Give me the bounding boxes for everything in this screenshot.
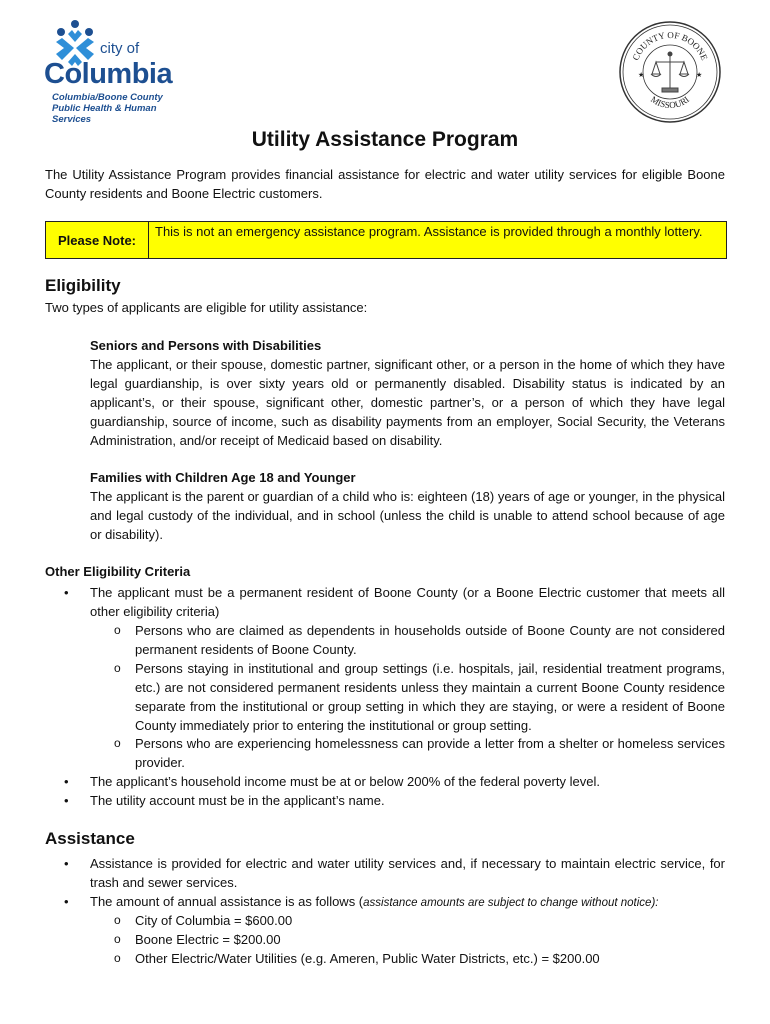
logo-subtitle-1: Columbia/Boone County	[52, 92, 163, 103]
families-heading: Families with Children Age 18 and Younger	[90, 470, 356, 485]
columbia-logo	[44, 18, 194, 125]
bullet-icon: •	[64, 585, 69, 600]
page-title: Utility Assistance Program	[251, 128, 519, 151]
bullet-icon: •	[64, 894, 69, 909]
seal-bottom-text: MISSOURI	[648, 94, 692, 111]
assistance-item-2-note: assistance amounts are subject to change without notice):	[363, 897, 659, 909]
criteria-item-2: The applicant’s household income must be at or below 200% of the federal poverty level.	[90, 774, 600, 789]
logo-city-of: city of	[100, 40, 140, 57]
criteria-item-1: The applicant must be a permanent resident of Boone County (or a Boone Electric customer that meets all other eligibility criteria)	[90, 585, 725, 619]
amount-other-utilities: Other Electric/Water Utilities (e.g. Ameren, Public Water Districts, etc.) = $200.00	[135, 951, 600, 966]
assistance-heading: Assistance	[45, 829, 135, 848]
sub-bullet-icon: o	[114, 951, 121, 965]
seal-star-right-icon: ★	[696, 72, 703, 79]
amount-city-of-columbia: City of Columbia = $600.00	[135, 913, 293, 928]
eligibility-intro: Two types of applicants are eligible for utility assistance:	[45, 300, 368, 315]
boone-county-seal	[618, 20, 722, 124]
assistance-item-2	[90, 892, 725, 913]
note-box	[45, 221, 727, 259]
criteria-item-1b: Persons staying in institutional and group settings (i.e. hospitals, jail, residential treatment programs, etc.) are not considered permanent residents unless they maintain a current Boone County residence separate from the institutional or group setting in which they are staying, or were a resident of Boone County immediately prior to entering the institutional or group setting.	[135, 661, 725, 733]
sub-bullet-icon: o	[114, 623, 121, 637]
sub-bullet-icon: o	[114, 736, 121, 750]
bullet-icon: •	[64, 856, 69, 871]
note-label: Please Note:	[46, 222, 149, 258]
criteria-item-1c: Persons who are experiencing homelessness can provide a letter from a shelter or homeless services provider.	[135, 736, 725, 770]
scales-of-justice-icon	[651, 52, 689, 92]
bullet-icon: •	[64, 793, 69, 808]
sub-bullet-icon: o	[114, 932, 121, 946]
sub-bullet-icon: o	[114, 913, 121, 927]
families-text: The applicant is the parent or guardian of a child who is: eighteen (18) years of age or younger, in the physical and legal custody of the individual, and in school (unless the child is unable to attend school because of age or disability).	[90, 489, 725, 542]
criteria-item-3: The utility account must be in the applicant’s name.	[90, 793, 385, 808]
amount-boone-electric: Boone Electric = $200.00	[135, 932, 281, 947]
seniors-text: The applicant, or their spouse, domestic partner, significant other, or a person in the home of which they have legal guardianship, is over sixty years old or permanently disabled. Disability status is indicated by an applicant’s, or their spouse, significant other, domestic partner’s, or a person of which they have legal guardianship, source of income, such as disability payments from an employer, Social Security, the Veterans Administration, and/or receipt of Medicaid based on disability.	[90, 357, 725, 448]
eligibility-heading: Eligibility	[45, 276, 121, 295]
assistance-item-1: Assistance is provided for electric and water utility services and, if necessary to maintain electric service, for trash and sewer services.	[90, 856, 725, 890]
bullet-icon: •	[64, 774, 69, 789]
logo-subtitle-2: Public Health & Human Services	[52, 103, 157, 125]
assistance-item-2-text: The amount of annual assistance is as follows (	[90, 894, 364, 909]
seal-star-left-icon: ★	[638, 72, 645, 79]
criteria-item-1a: Persons who are claimed as dependents in households outside of Boone County are not considered permanent residents of Boone County.	[135, 623, 725, 657]
note-text: This is not an emergency assistance program. Assistance is provided through a monthly lottery.	[155, 224, 703, 239]
logo-columbia: Columbia	[44, 58, 173, 90]
seniors-heading: Seniors and Persons with Disabilities	[90, 338, 322, 353]
intro-paragraph: The Utility Assistance Program provides financial assistance for electric and water utility services for eligible Boone County residents and Boone Electric customers.	[45, 167, 725, 201]
other-criteria-heading: Other Eligibility Criteria	[45, 564, 191, 579]
seal-top-text: COUNTY OF BOONE	[630, 29, 710, 62]
sub-bullet-icon: o	[114, 661, 121, 675]
